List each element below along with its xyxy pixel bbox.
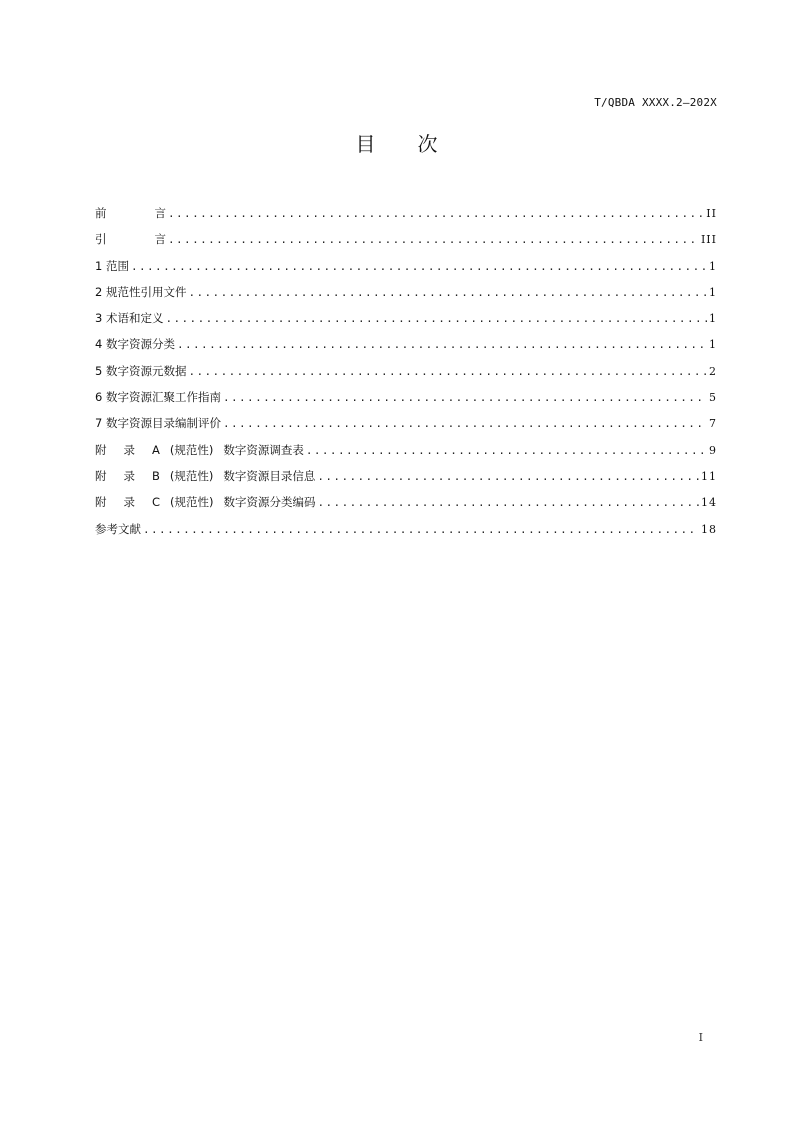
toc-leader	[318, 490, 699, 516]
page-number: I	[698, 1031, 703, 1044]
toc-entry-page: 14	[701, 496, 717, 510]
toc-entry-label: 前 言	[95, 206, 166, 220]
toc-entry-introduction[interactable]	[95, 226, 717, 252]
toc-entry-label: 引 言	[95, 232, 166, 247]
toc-entry-page: III	[700, 233, 717, 247]
toc-entry-appendix-c[interactable]	[95, 489, 717, 515]
toc-entry-label: 2 规范性引用文件	[95, 284, 187, 299]
toc-entry-label: 1 范围	[95, 258, 129, 273]
toc-entry-chapter-7[interactable]	[95, 410, 717, 436]
toc-entry-label: 3 术语和定义	[95, 311, 164, 326]
toc-entry-label: 5 数字资源元数据	[95, 363, 187, 378]
toc-entry-chapter-3[interactable]	[95, 305, 717, 331]
toc-leader	[188, 359, 707, 385]
toc-entry-page: 1	[709, 259, 717, 273]
table-of-contents	[95, 200, 717, 542]
toc-entry-page: 5	[709, 391, 717, 405]
toc-entry-references[interactable]	[95, 516, 717, 542]
toc-entry-label: 附 录 A (规范性) 数字资源调查表	[95, 442, 304, 457]
toc-leader	[188, 280, 707, 306]
toc-entry-page: 2	[709, 364, 717, 378]
toc-title-part1: 目	[355, 132, 376, 156]
toc-entry-page: 1	[709, 285, 717, 299]
toc-entry-chapter-2[interactable]	[95, 279, 717, 305]
toc-entry-chapter-4[interactable]	[95, 331, 717, 357]
toc-entry-appendix-a[interactable]	[95, 437, 717, 463]
toc-entry-page: 7	[709, 417, 717, 431]
toc-entry-preface[interactable]	[95, 200, 717, 226]
toc-entry-label: 7 数字资源目录编制评价	[95, 416, 221, 431]
toc-entry-appendix-b[interactable]	[95, 463, 717, 489]
toc-leader	[317, 464, 699, 490]
toc-entry-chapter-6[interactable]	[95, 384, 717, 410]
toc-leader	[223, 385, 707, 411]
toc-leader	[223, 411, 707, 437]
toc-leader	[306, 438, 707, 464]
toc-leader	[168, 227, 699, 253]
toc-entry-page: 11	[701, 469, 717, 483]
toc-title-part2: 次	[417, 132, 438, 156]
toc-entry-label: 参考文献	[95, 521, 141, 536]
toc-leader	[168, 201, 704, 227]
toc-entry-page: 18	[701, 522, 717, 536]
toc-leader	[177, 332, 707, 358]
document-code: T/QBDA XXXX.2—202X	[594, 96, 717, 109]
toc-entry-page: 9	[709, 443, 717, 457]
toc-entry-label: 附 录 B (规范性) 数字资源目录信息	[95, 468, 316, 483]
toc-entry-chapter-1[interactable]	[95, 253, 717, 279]
toc-entry-page: 1	[709, 338, 717, 352]
toc-title	[0, 128, 793, 157]
toc-entry-page: 1	[709, 312, 717, 326]
toc-entry-label: 附 录 C (规范性) 数字资源分类编码	[95, 495, 316, 510]
toc-entry-chapter-5[interactable]	[95, 358, 717, 384]
toc-entry-page: II	[706, 207, 717, 220]
toc-leader	[165, 306, 707, 332]
toc-entry-label: 6 数字资源汇聚工作指南	[95, 390, 221, 405]
toc-entry-label: 4 数字资源分类	[95, 337, 175, 352]
toc-leader	[143, 517, 699, 543]
toc-leader	[131, 254, 707, 280]
